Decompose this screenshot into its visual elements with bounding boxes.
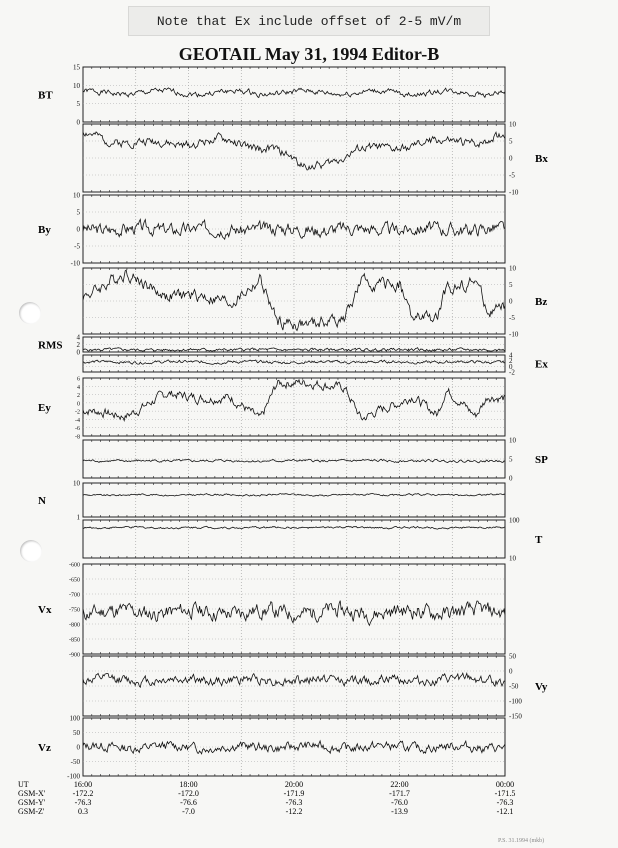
position-value: -76.6 (180, 798, 197, 807)
tick-label-vx: -800 (69, 622, 80, 629)
position-value: -76.3 (285, 798, 303, 807)
x-tick-label: 20:00 (284, 780, 304, 789)
tick-label-vy: -150 (509, 712, 522, 721)
x-axis-label: UT (18, 780, 29, 789)
tick-label-vx: -600 (69, 562, 80, 569)
tick-label-sp: 10 (509, 436, 516, 445)
position-row-label: GSM-X' (18, 789, 46, 798)
tick-label-vy: 0 (509, 667, 513, 676)
tick-label-vy: -100 (509, 697, 522, 706)
tick-label-ey: -8 (75, 434, 80, 441)
position-value: -171.7 (389, 789, 410, 798)
tick-label-vy: -50 (509, 682, 519, 691)
position-value: -76.0 (391, 798, 408, 807)
tick-label-vx: -750 (69, 607, 80, 614)
panel-label-t: T (535, 534, 543, 546)
tick-label-t: 10 (509, 554, 516, 563)
tick-label-ex: 2 (509, 357, 513, 366)
tick-label-vz: -100 (67, 772, 80, 781)
tick-label-by: -10 (70, 259, 80, 268)
tick-label-sp: 0 (509, 474, 513, 483)
handwritten-note: Note that Ex include offset of 2-5 mV/m (128, 6, 490, 36)
panel-label-n: N (38, 495, 46, 507)
tick-label-bz: -10 (509, 330, 519, 339)
position-value: -171.9 (283, 789, 305, 798)
tick-label-bx: -5 (509, 171, 515, 180)
position-value: -171.5 (494, 789, 516, 798)
tick-label-bt: 10 (73, 81, 80, 90)
position-value: 0.3 (78, 807, 88, 816)
panel-label-vx: Vx (38, 604, 52, 616)
tick-label-bx: -10 (509, 188, 519, 197)
tick-label-by: 5 (76, 208, 80, 217)
tick-label-ey: 0 (77, 401, 80, 408)
x-tick-label: 18:00 (179, 780, 198, 789)
position-value: -76.3 (74, 798, 92, 807)
panel-label-ex: Ex (535, 358, 548, 371)
tick-label-rms: 4 (76, 333, 80, 342)
tick-label-bx: 5 (509, 137, 513, 146)
footnote: P.S. 31.1994 (mkb) (498, 838, 545, 844)
tick-label-vx: -650 (69, 577, 80, 584)
tick-label-n: 10 (73, 479, 80, 488)
series-line-bz (83, 270, 505, 330)
position-value: -12.1 (496, 807, 514, 816)
position-row-label: GSM-Y' (18, 798, 46, 807)
tick-label-vz: 50 (73, 729, 80, 737)
tick-label-vx: -850 (69, 637, 80, 644)
tick-label-bt: 0 (76, 118, 80, 127)
tick-label-ey: -2 (75, 409, 80, 416)
tick-label-bx: 10 (509, 120, 516, 129)
tick-label-ey: 6 (77, 376, 80, 383)
tick-label-bz: 5 (509, 281, 513, 289)
tick-label-t: 100 (509, 516, 520, 525)
tick-label-vy: 50 (509, 652, 516, 661)
panel-frame-n (83, 483, 505, 517)
tick-label-ex: -2 (509, 368, 515, 377)
tick-label-bz: 0 (509, 297, 513, 306)
position-row-label: GSM-Z' (18, 807, 45, 816)
tick-label-bt: 5 (76, 100, 80, 109)
position-value: -172.0 (178, 789, 199, 798)
panel-label-by: By (38, 224, 51, 236)
tick-label-sp: 5 (509, 455, 513, 464)
tick-label-ey: 2 (77, 393, 80, 400)
x-tick-label: 00:00 (495, 780, 515, 789)
tick-label-ey: 4 (77, 384, 80, 391)
tick-label-rms: 2 (76, 341, 80, 349)
panel-label-vz: Vz (38, 742, 51, 754)
position-value: -172.2 (72, 789, 94, 798)
tick-label-vx: -900 (69, 652, 80, 659)
series-line-bt (83, 88, 505, 98)
panel-label-vy: Vy (535, 681, 548, 693)
panel-label-ey: Ey (38, 402, 51, 414)
tick-label-bz: -5 (509, 314, 515, 322)
tick-label-ey: -6 (75, 426, 80, 433)
tick-label-vz: 0 (76, 743, 80, 752)
position-value: -13.9 (391, 807, 408, 816)
tick-label-by: 10 (73, 191, 80, 200)
panel-label-sp: SP (535, 454, 548, 466)
tick-label-bx: 0 (509, 154, 513, 163)
panel-label-bz: Bz (535, 296, 548, 308)
tick-label-vx: -700 (69, 592, 80, 599)
tick-label-bz: 10 (509, 264, 516, 273)
series-line-vy (83, 673, 505, 687)
tick-label-rms: 0 (76, 348, 80, 357)
panel-label-bx: Bx (535, 153, 548, 165)
tick-label-n: 1 (76, 513, 80, 522)
page-title: GEOTAIL May 31, 1994 Editor-B (178, 44, 440, 64)
tick-label-by: 0 (76, 225, 80, 234)
tick-label-ey: -4 (75, 417, 80, 424)
panel-label-rms: RMS (38, 339, 63, 352)
series-line-bx (83, 132, 505, 170)
tick-label-bt: 15 (73, 63, 80, 72)
x-tick-label: 16:00 (73, 780, 93, 789)
panel-label-bt: BT (38, 89, 53, 102)
tick-label-vz: 100 (69, 714, 80, 723)
tick-label-vz: -50 (70, 758, 80, 766)
x-tick-label: 22:00 (390, 780, 409, 789)
position-value: -7.0 (182, 807, 195, 816)
tick-label-ex: 0 (509, 362, 513, 371)
tick-label-by: -5 (74, 242, 80, 251)
tick-label-ex: 4 (509, 351, 513, 360)
position-value: -76.3 (496, 798, 514, 807)
position-value: -12.2 (285, 807, 303, 816)
